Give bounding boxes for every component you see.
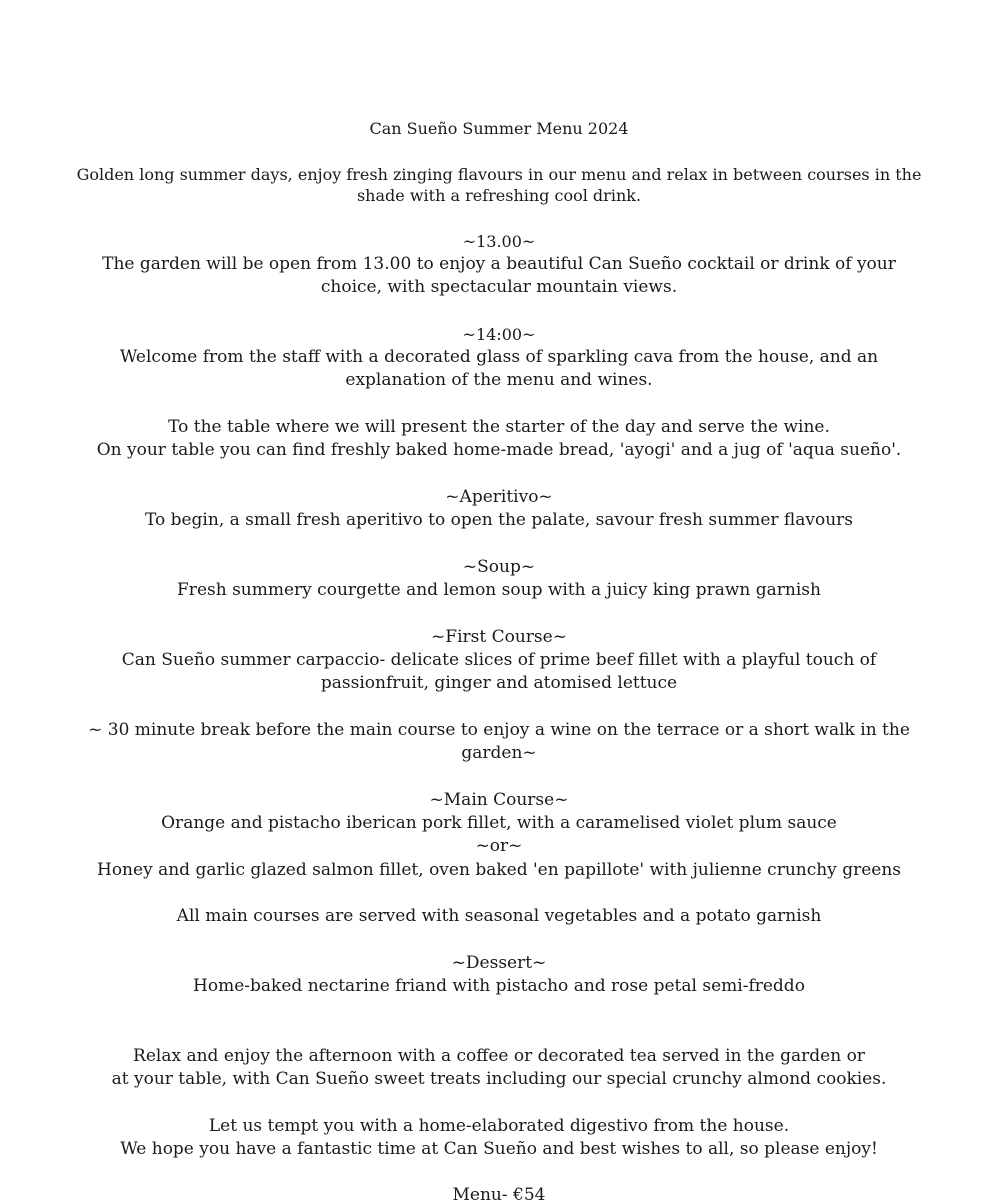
main-course-option-1: Orange and pistacho iberican pork fillet, with a caramelised violet plum sauce <box>161 813 837 833</box>
welcome-line-2: explanation of the menu and wines. <box>345 370 653 390</box>
table-line-1: To the table where we will present the starter of the day and serve the wine. <box>168 417 830 437</box>
afternoon-line-2: at your table, with Can Sueño sweet treats including our special crunchy almond cookies. <box>111 1069 887 1089</box>
intro-line-1: Golden long summer days, enjoy fresh zinging flavours in our menu and relax in between courses in the <box>76 165 922 184</box>
closing-line-1: Let us tempt you with a home-elaborated digestivo from the house. <box>208 1116 790 1136</box>
dessert-heading: ~Dessert~ <box>451 953 547 973</box>
menu-price: Menu- €54 <box>452 1185 546 1200</box>
arrival-line-1: The garden will be open from 13.00 to enjoy a beautiful Can Sueño cocktail or drink of your <box>102 254 896 274</box>
menu-title: Can Sueño Summer Menu 2024 <box>369 119 629 138</box>
break-line-1: ~ 30 minute break before the main course to enjoy a wine on the terrace or a short walk in the <box>88 720 910 740</box>
first-course-line-2: passionfruit, ginger and atomised lettuce <box>320 673 678 693</box>
welcome-line-1: Welcome from the staff with a decorated glass of sparkling cava from the house, and an <box>119 347 879 367</box>
table-line-2: On your table you can find freshly baked home-made bread, 'ayogi' and a jug of 'aqua sueño'. <box>96 440 902 460</box>
main-course-heading: ~Main Course~ <box>429 790 569 810</box>
soup-heading: ~Soup~ <box>462 557 536 577</box>
first-course-heading: ~First Course~ <box>431 627 567 647</box>
afternoon-line-1: Relax and enjoy the afternoon with a coffee or decorated tea served in the garden or <box>133 1046 865 1066</box>
first-course-line-1: Can Sueño summer carpaccio- delicate slices of prime beef fillet with a playful touch of <box>121 650 877 670</box>
dessert-line-1: Home-baked nectarine friand with pistacho and rose petal semi-freddo <box>193 976 805 996</box>
soup-line-1: Fresh summery courgette and lemon soup with a juicy king prawn garnish <box>177 580 821 600</box>
arrival-heading: ~13.00~ <box>462 232 536 251</box>
intro-line-2: shade with a refreshing cool drink. <box>356 186 642 205</box>
closing-line-2: We hope you have a fantastic time at Can Sueño and best wishes to all, so please enjoy! <box>120 1139 878 1159</box>
main-course-note: All main courses are served with seasonal vegetables and a potato garnish <box>176 906 822 926</box>
aperitivo-line-1: To begin, a small fresh aperitivo to open the palate, savour fresh summer flavours <box>144 510 854 530</box>
arrival-line-2: choice, with spectacular mountain views. <box>320 277 678 297</box>
main-course-separator: ~or~ <box>475 836 523 856</box>
welcome-heading: ~14:00~ <box>462 325 536 344</box>
aperitivo-heading: ~Aperitivo~ <box>445 487 553 507</box>
break-line-2: garden~ <box>461 743 537 763</box>
main-course-option-2: Honey and garlic glazed salmon fillet, oven baked 'en papillote' with julienne crunchy greens <box>97 860 901 880</box>
